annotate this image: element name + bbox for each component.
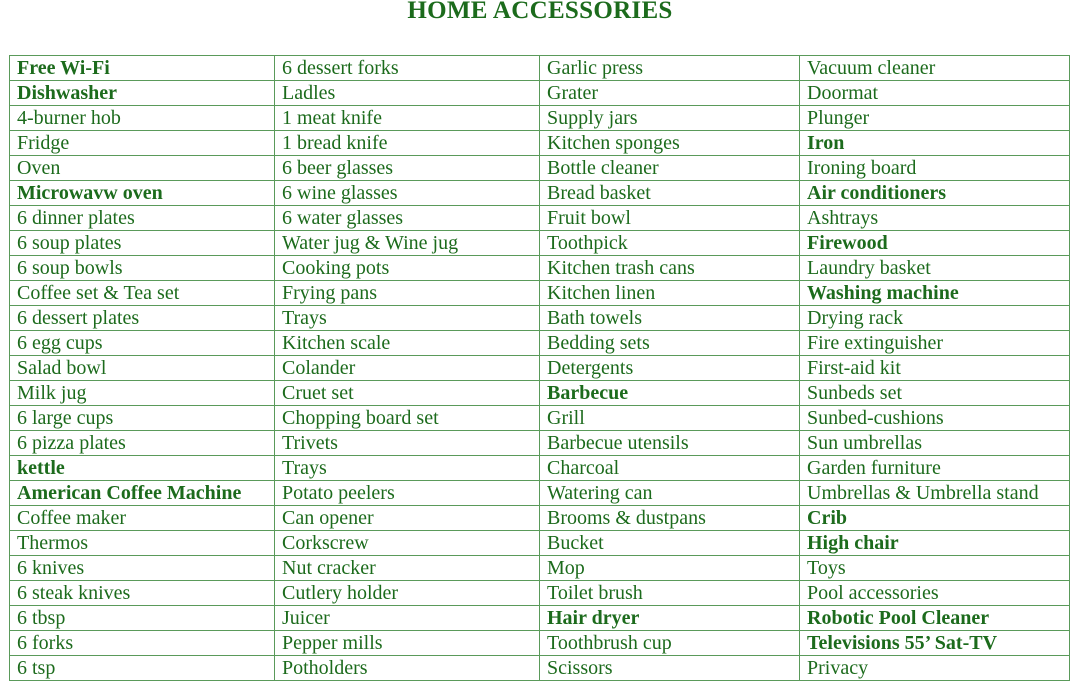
table-cell: Plunger (800, 106, 1070, 131)
table-cell: Ironing board (800, 156, 1070, 181)
table-cell: Grater (540, 81, 800, 106)
table-cell: High chair (800, 531, 1070, 556)
table-row (10, 456, 1070, 481)
table-cell: 1 bread knife (275, 131, 540, 156)
table-row (10, 481, 1070, 506)
table-cell: Oven (10, 156, 275, 181)
table-cell: Supply jars (540, 106, 800, 131)
table-cell: Crib (800, 506, 1070, 531)
table-row (10, 656, 1070, 681)
table-row (10, 381, 1070, 406)
table-cell: Cooking pots (275, 256, 540, 281)
table-cell: Mop (540, 556, 800, 581)
table-cell: Ladles (275, 81, 540, 106)
table-cell: 6 wine glasses (275, 181, 540, 206)
table-cell: Pepper mills (275, 631, 540, 656)
table-cell: Frying pans (275, 281, 540, 306)
table-row (10, 581, 1070, 606)
table-row (10, 206, 1070, 231)
table-cell: 6 knives (10, 556, 275, 581)
table-row (10, 606, 1070, 631)
table-cell: Dishwasher (10, 81, 275, 106)
table-cell: 6 beer glasses (275, 156, 540, 181)
table-cell: Bedding sets (540, 331, 800, 356)
table-cell: Bucket (540, 531, 800, 556)
table-cell: Sunbeds set (800, 381, 1070, 406)
table-row (10, 181, 1070, 206)
table-row (10, 81, 1070, 106)
table-cell: Colander (275, 356, 540, 381)
table-cell: kettle (10, 456, 275, 481)
table-row (10, 131, 1070, 156)
table-row (10, 231, 1070, 256)
table-row (10, 281, 1070, 306)
table-cell: Grill (540, 406, 800, 431)
table-cell: Washing machine (800, 281, 1070, 306)
table-row (10, 406, 1070, 431)
table-row (10, 156, 1070, 181)
table-row (10, 106, 1070, 131)
table-row (10, 556, 1070, 581)
table-cell: Can opener (275, 506, 540, 531)
table-cell: Barbecue utensils (540, 431, 800, 456)
table-cell: Robotic Pool Cleaner (800, 606, 1070, 631)
table-cell: 6 pizza plates (10, 431, 275, 456)
table-cell: Salad bowl (10, 356, 275, 381)
table-cell: Drying rack (800, 306, 1070, 331)
table-cell: Fruit bowl (540, 206, 800, 231)
table-cell: Nut cracker (275, 556, 540, 581)
table-cell: Toothpick (540, 231, 800, 256)
table-cell: Air conditioners (800, 181, 1070, 206)
table-cell: 6 water glasses (275, 206, 540, 231)
page-title: HOME ACCESSORIES (407, 0, 673, 24)
table-cell: 6 dessert plates (10, 306, 275, 331)
accessories-table-body (10, 56, 1070, 681)
table-cell: Free Wi-Fi (10, 56, 275, 81)
table-cell: 1 meat knife (275, 106, 540, 131)
accessories-table (9, 55, 1070, 681)
table-cell: American Coffee Machine (10, 481, 275, 506)
table-cell: First-aid kit (800, 356, 1070, 381)
table-cell: Fire extinguisher (800, 331, 1070, 356)
table-cell: Cruet set (275, 381, 540, 406)
table-cell: 6 soup bowls (10, 256, 275, 281)
table-row (10, 531, 1070, 556)
table-row (10, 306, 1070, 331)
table-cell: 6 large cups (10, 406, 275, 431)
table-cell: Firewood (800, 231, 1070, 256)
table-cell: Coffee maker (10, 506, 275, 531)
table-cell: Televisions 55’ Sat-TV (800, 631, 1070, 656)
table-cell: Toothbrush cup (540, 631, 800, 656)
table-row (10, 431, 1070, 456)
table-cell: 6 dessert forks (275, 56, 540, 81)
table-cell: Umbrellas & Umbrella stand (800, 481, 1070, 506)
table-cell: 6 dinner plates (10, 206, 275, 231)
table-row (10, 631, 1070, 656)
table-cell: Doormat (800, 81, 1070, 106)
table-cell: Potato peelers (275, 481, 540, 506)
table-cell: Juicer (275, 606, 540, 631)
table-cell: Kitchen sponges (540, 131, 800, 156)
table-row (10, 256, 1070, 281)
table-cell: Sun umbrellas (800, 431, 1070, 456)
table-cell: Hair dryer (540, 606, 800, 631)
table-cell: Laundry basket (800, 256, 1070, 281)
table-cell: Milk jug (10, 381, 275, 406)
table-cell: Garden furniture (800, 456, 1070, 481)
table-cell: Watering can (540, 481, 800, 506)
table-cell: Trays (275, 456, 540, 481)
table-cell: Potholders (275, 656, 540, 681)
table-cell: Vacuum cleaner (800, 56, 1070, 81)
table-cell: 4-burner hob (10, 106, 275, 131)
table-cell: Bread basket (540, 181, 800, 206)
table-cell: Coffee set & Tea set (10, 281, 275, 306)
table-cell: Water jug & Wine jug (275, 231, 540, 256)
table-cell: Iron (800, 131, 1070, 156)
table-cell: Ashtrays (800, 206, 1070, 231)
table-cell: Thermos (10, 531, 275, 556)
table-cell: Kitchen scale (275, 331, 540, 356)
table-cell: 6 egg cups (10, 331, 275, 356)
table-cell: Detergents (540, 356, 800, 381)
table-cell: Toys (800, 556, 1070, 581)
table-cell: Garlic press (540, 56, 800, 81)
table-cell: Pool accessories (800, 581, 1070, 606)
table-cell: Brooms & dustpans (540, 506, 800, 531)
table-row (10, 356, 1070, 381)
table-cell: Cutlery holder (275, 581, 540, 606)
table-cell: 6 tsp (10, 656, 275, 681)
table-row (10, 331, 1070, 356)
table-cell: 6 forks (10, 631, 275, 656)
table-cell: Scissors (540, 656, 800, 681)
table-cell: 6 tbsp (10, 606, 275, 631)
table-cell: Corkscrew (275, 531, 540, 556)
table-row (10, 56, 1070, 81)
table-cell: Barbecue (540, 381, 800, 406)
table-cell: 6 soup plates (10, 231, 275, 256)
table-cell: Privacy (800, 656, 1070, 681)
table-cell: Trivets (275, 431, 540, 456)
table-cell: Kitchen trash cans (540, 256, 800, 281)
table-cell: Bottle cleaner (540, 156, 800, 181)
table-cell: Trays (275, 306, 540, 331)
table-cell: Toilet brush (540, 581, 800, 606)
table-cell: Chopping board set (275, 406, 540, 431)
table-cell: Fridge (10, 131, 275, 156)
table-cell: Sunbed-cushions (800, 406, 1070, 431)
table-cell: Kitchen linen (540, 281, 800, 306)
table-cell: 6 steak knives (10, 581, 275, 606)
table-cell: Bath towels (540, 306, 800, 331)
table-cell: Charcoal (540, 456, 800, 481)
table-row (10, 506, 1070, 531)
table-cell: Microwavw oven (10, 181, 275, 206)
